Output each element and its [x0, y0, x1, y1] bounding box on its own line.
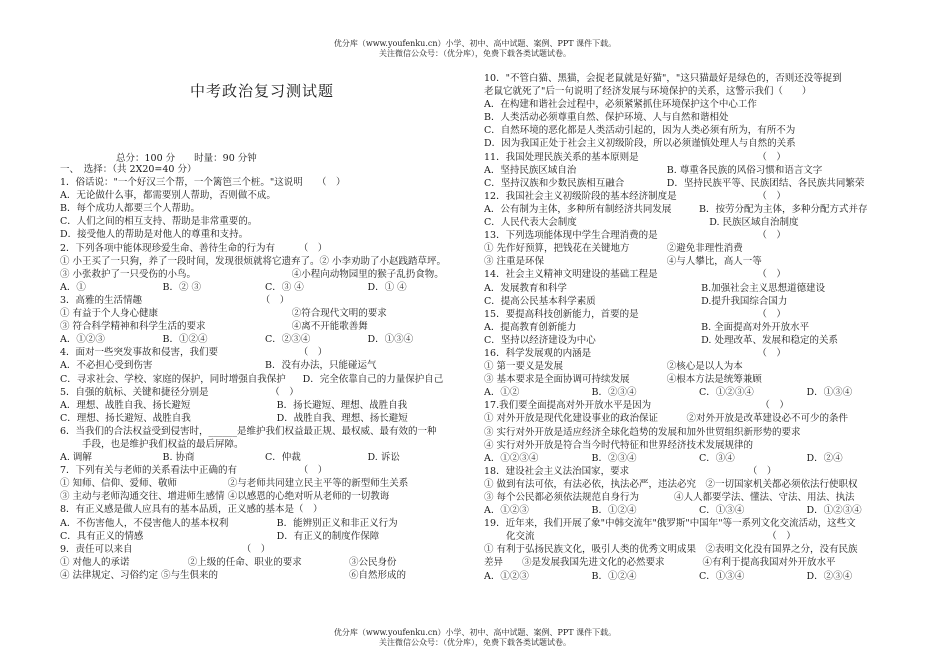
option: A．①②③ [484, 505, 529, 517]
statement: ②与老师共同建立民主平等的新型师生关系 [227, 478, 409, 490]
statement: ① 对他人的承诺 [60, 556, 130, 568]
option-row [484, 282, 914, 295]
option: B. 协商 [162, 452, 195, 464]
option-row [60, 412, 470, 425]
statement: ④与人攀比，高人一等 [666, 256, 762, 268]
statement-row [484, 360, 914, 373]
option-row [60, 530, 470, 543]
statement: ③ 实行对外开放是适应经济全球化趋势的发展和加外世贸组织新形势的要求 [484, 426, 801, 438]
option: A. 调解 [60, 452, 92, 464]
option: A．①② [484, 387, 520, 399]
option: A．理想、战胜自我、扬长避短 [60, 399, 191, 411]
question-5: 5．自强的航标、关键和捷径分别是 （ ） [60, 386, 299, 398]
option: A．发展教育和科学 [484, 282, 567, 294]
statement-row [60, 477, 470, 490]
statement: ④以感恩的心绝对听从老师的一切教诲 [227, 491, 390, 503]
statement-row [60, 320, 470, 333]
option-row [484, 321, 914, 334]
statement-row [484, 255, 914, 268]
option: B．①②④ [162, 334, 208, 346]
question-16: 16．科学发展观的内涵是 （ ） [484, 347, 786, 359]
left-column [60, 163, 470, 582]
option-row [484, 216, 914, 229]
statement: ③公民身份 [349, 556, 397, 568]
option-row [60, 359, 470, 372]
statement: ④小程向动物园里的猴子乱扔食物。 [291, 268, 444, 280]
statement: ②上级的任命、职业的要求 [187, 556, 302, 568]
option: A．提高教育创新能力 [484, 321, 577, 333]
statement: ① 有益于个人身心健康 [60, 308, 159, 320]
option: D．②④ [806, 452, 843, 464]
option: D. 诉讼 [367, 452, 400, 464]
option: D. 处理改革、发展和稳定的关系 [701, 334, 838, 346]
option: D．坚持民族平等、民族团结、各民族共同繁荣 [666, 177, 865, 189]
option: B.加强社会主义思想道德建设 [701, 282, 826, 294]
statement: ① 对外开放是现代化建设事业的政治保证 ②对外开放是改革建设必不可少的条件 [484, 413, 849, 425]
question-1: 1．俗话说："一个好汉三个帮，一个篱笆三个桩。"这说明 （ ） [60, 177, 346, 189]
statement: ④ 实行对外开放是符合当今时代特征和世界经济技术发展规律的 [484, 439, 754, 451]
section-heading: 一、 选择：（共 2X20=40 分） [60, 164, 197, 175]
statement: ⑥自然形成的 [349, 569, 407, 581]
page-title: 中考政治复习测试题 [190, 82, 335, 100]
option: B. 全面提高对外开放水平 [701, 321, 810, 333]
exam-meta: 总分：100 分 时量：90 分钟 [116, 153, 257, 164]
statement: ④ 法律规定、习俗约定 ⑤与生俱来的 [60, 569, 219, 581]
option: D．①②③④ [806, 505, 862, 517]
option: C．具有正义的情感 [60, 530, 144, 542]
statement: ① 知师、信仰、爱师、敬师 [60, 478, 178, 490]
option: C．①③④ [699, 505, 745, 517]
option: C．①③④ [699, 570, 745, 582]
question-11: 11．我国处理民族关系的基本原则是 （ ） [484, 151, 786, 163]
option: C．③④ [699, 452, 735, 464]
statement-row [60, 569, 470, 582]
option-row [484, 177, 914, 190]
statement: ③ 基本要求是全面协调可持续发展 [484, 374, 630, 386]
question-6-cont: 手段，也是维护我们权益的最后屏障。 [82, 438, 244, 450]
option: D．①③④ [806, 387, 853, 399]
option: C．理想、扬长避短、战胜自我 [60, 412, 191, 424]
option: B．按劳分配为主体，多种分配方式并存 [699, 203, 868, 215]
option: C．③ ④ [265, 281, 304, 293]
option-row [60, 517, 470, 530]
question-8: 8．有正义感是做人应具有的基本品质，正义感的基本是（ ） [60, 504, 323, 516]
option: A．①②③ [484, 570, 529, 582]
statement: ②避免非理性消费 [666, 243, 743, 255]
option: B．②③④ [591, 452, 637, 464]
option: B．没有办法，只能碰运气 [265, 360, 377, 372]
statement: ① 有利于弘扬民族文化，吸引人类的优秀文明成果 ②表明文化没有国界之分，没有民族 [484, 544, 858, 556]
question-17: 17.我们要全面提高对外开放水平是因为 （ ） [484, 400, 789, 412]
statement: ④离不开能歌善舞 [291, 321, 368, 333]
option: D．有正义的制度作保障 [276, 530, 380, 542]
statement: ① 做到有法可依，有法必依，执法必严，违法必究 ②一切国家机关都必须依法行使职权 [484, 478, 858, 490]
option-row [60, 451, 470, 464]
option: A．不伤害他人，不侵害他人的基本权利 [60, 517, 229, 529]
statement-row [60, 268, 470, 281]
option: C．自然环境的恶化都是人类活动引起的，因为人类必须有所为，有所不为 [484, 125, 796, 137]
option: B．② ③ [162, 281, 202, 293]
option: A．在构建和谐社会过程中，必须紧紧抓住环境保护这个中心工作 [484, 99, 757, 111]
option: D．接受他人的帮助是对他人的尊重和支持。 [60, 229, 249, 241]
option-row [484, 570, 914, 583]
statement-row [60, 556, 470, 569]
statement: ②符合现代文明的要求 [291, 308, 387, 320]
option: D．战胜自我、理想、扬长避短 [276, 412, 408, 424]
header-line-2: 关注微信公众号：（优分库），免费下载各类试题试卷。 [379, 49, 571, 58]
option-row [60, 333, 470, 346]
option-row [484, 504, 914, 517]
question-14: 14．社会主义精神文明建设的基础工程是 （ ） [484, 269, 786, 281]
option: A．① [60, 281, 86, 293]
question-13: 13．下列选项能体现中学生合理消费的是 （ ） [484, 230, 786, 242]
question-15: 15．要提高科技创新能力，首要的是 （ ） [484, 308, 786, 320]
right-column [484, 72, 914, 583]
statement-row [484, 491, 914, 504]
option: C．坚持汉族和少数民族相互融合 [484, 177, 625, 189]
option: A．①②③ [60, 334, 105, 346]
statement: ④人人都要学法、懂法、守法、用法、执法 [673, 492, 855, 503]
question-12: 12．我国社会主义初级阶段的基本经济制度是 （ ） [484, 190, 786, 202]
option: D. 民族区域自治制度 [709, 217, 799, 229]
option: A．不必担心受到伤害 [60, 360, 153, 372]
statement: ②核心是以人为本 [666, 361, 743, 373]
question-6: 6．当我们的合法权益受到侵害时，______是维护我们权益最正规、最权威、最有效的一种 [60, 425, 437, 437]
statement: ① 先作好预算，把钱花在关键地方 [484, 243, 630, 255]
option: A．无论做什么事，都需要别人帮助，否则做不成。 [60, 190, 276, 202]
option-row [484, 203, 914, 216]
option: C．人民代表大会制度 [484, 217, 577, 229]
statement-row [60, 307, 470, 320]
option: A．公有制为主体，多种所有制经济共同发展 [484, 203, 672, 215]
option-row [484, 164, 914, 177]
option: C．人们之间的相互支持、帮助是非常重要的。 [60, 216, 258, 228]
footer-line-2: 关注微信公众号：（优分库），免费下载各类试题试卷。 [379, 638, 571, 647]
statement-row [60, 490, 470, 503]
header-line-1: 优分库（www.youfenku.cn）小学、初中、高中试题、案例、PPT 课件下载。 [333, 39, 617, 48]
option: B．②③④ [591, 387, 637, 399]
option: C．寻求社会、学校、家庭的保护，同时增强自我保护 [60, 373, 286, 385]
question-3: 3．高雅的生活情趣 （ ） [60, 294, 290, 306]
option-row [484, 452, 914, 465]
statement: ③ 主动与老师沟通交往、增进师生感情 [60, 491, 225, 503]
question-19-cont: 化交流 （ ） [506, 531, 796, 543]
option: D.提升我国综合国力 [701, 295, 788, 307]
option: A．①②③④ [484, 452, 539, 464]
option: D．②③④ [806, 570, 853, 582]
statement-row [484, 373, 914, 386]
option-row [484, 295, 914, 308]
option-row [60, 373, 470, 386]
statement: ③ 符合科学精神和科学生活的要求 [60, 321, 206, 333]
option: B．能辨别正义和非正义行为 [276, 517, 398, 529]
option: B．①②④ [591, 570, 637, 582]
option: D．① ④ [367, 281, 407, 293]
statement: ④根本方法是统筹兼顾 [666, 374, 762, 386]
question-10: 10．"不管白猫、黑猫，会捉老鼠就是好猫"，"这只猫最好是绿色的，否则还没等捉到 [484, 73, 842, 84]
statement: 差异 ③是发展我国先进文化的必然要求 ④有利于提高我国对外开放水平 [484, 557, 836, 569]
option-row [484, 334, 914, 347]
option: B. 尊重各民族的风俗习惯和语言文字 [666, 164, 823, 176]
statement-row [484, 242, 914, 255]
option-row [484, 386, 914, 399]
statement: ③ 每个公民都必须依法规范自身行为 [484, 492, 640, 503]
option: D．因为我国正处于社会主义初级阶段，所以必须谨慎处理人与自然的关系 [484, 138, 796, 150]
option: B．每个成功人都要三个人帮助。 [60, 203, 200, 215]
option: C．提高公民基本科学素质 [484, 295, 596, 307]
statement: ① 小王买了一只狗，养了一段时间，发现很烦就将它遗弃了。② 小李劝助了小赵践踏草坪。 [60, 255, 447, 267]
question-18: 18．建设社会主义法治国家，要求 （ ） [484, 465, 777, 477]
option: A．坚持民族区域自治 [484, 164, 577, 176]
question-4: 4．面对一些突发事故和侵害，我们要 （ ） [60, 347, 328, 359]
option: D．①③④ [367, 334, 414, 346]
option: C．②③④ [265, 334, 311, 346]
option: B．①②④ [591, 505, 637, 517]
option-row [60, 281, 470, 294]
statement: ③ 注重是环保 [484, 256, 545, 268]
question-7: 7．下列有关与老师的关系看法中正确的有 （ ） [60, 465, 328, 477]
question-9: 9．责任可以来自 （ ） [60, 543, 271, 555]
statement: ③ 小张救护了一只受伤的小鸟。 [60, 268, 197, 280]
option: D．完全依靠自己的力量保护自己 [302, 373, 444, 385]
option: B．扬长避短、理想、战胜自我 [276, 399, 408, 411]
option: C．坚持以经济建设为中心 [484, 334, 596, 346]
footer-line-1: 优分库（www.youfenku.cn）小学、初中、高中试题、案例、PPT 课件下载。 [333, 628, 617, 637]
question-2: 2．下列各项中能体现珍爱生命、善待生命的行为有 （ ） [60, 242, 328, 254]
option-row [60, 399, 470, 412]
question-10-cont: 老鼠它就死了"后一句说明了经济发展与环境保护的关系，这警示我们（ ） [484, 86, 812, 98]
statement: ① 第一要义是发展 [484, 361, 564, 373]
question-19: 19．近年来，我们开展了象"中韩交流年"俄罗斯"中国年"等一系列文化交流活动，这些文 [484, 518, 856, 530]
option: C．仲裁 [265, 452, 301, 464]
option: B．人类活动必须尊重自然、保护环境、人与自然和谐相处 [484, 112, 729, 124]
option: C．①②③④ [699, 387, 754, 399]
